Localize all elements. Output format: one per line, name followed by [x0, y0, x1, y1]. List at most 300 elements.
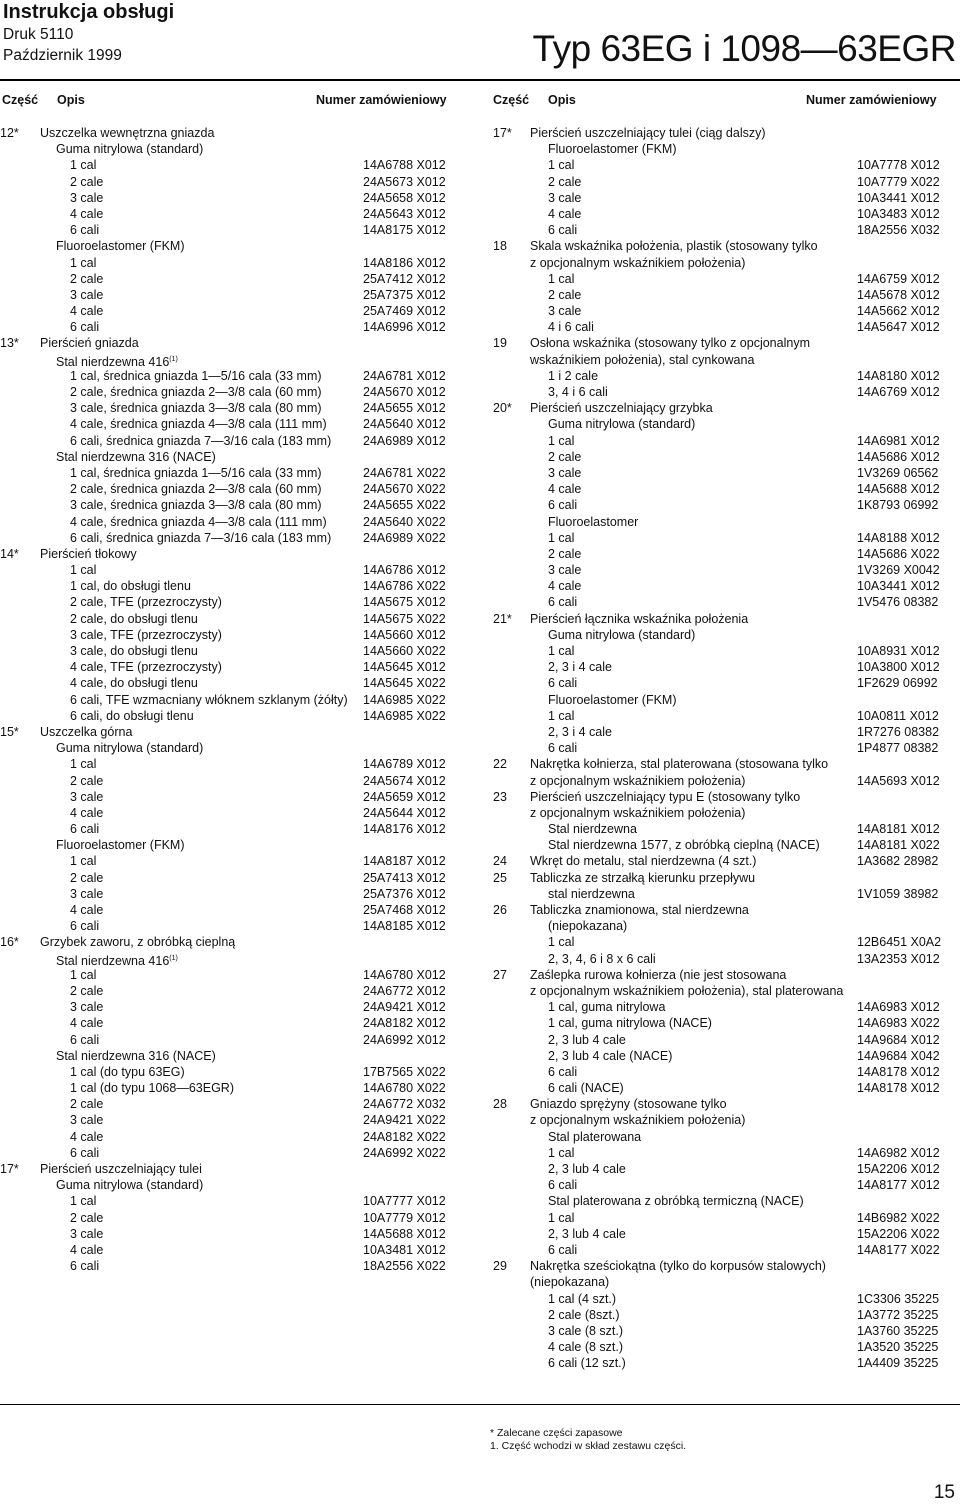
order-number: 1A3520 35225: [857, 1340, 939, 1355]
parts-row: [490, 125, 950, 141]
part-description-text: 2 cale: [548, 546, 582, 561]
part-description: [40, 335, 139, 351]
part-description-text: Fluoroelastomer (FKM): [548, 692, 677, 707]
part-number: 13*: [0, 336, 19, 351]
part-description-text: 1 cal: [548, 271, 575, 286]
order-number: 12B6451 X0A2: [857, 935, 942, 950]
part-description-text: 3 cale: [70, 1113, 104, 1128]
part-description: [548, 659, 612, 675]
parts-row: [0, 1226, 460, 1242]
part-description: [40, 724, 132, 740]
part-description-text: 6 cali: [70, 822, 100, 837]
parts-row: [0, 352, 460, 368]
order-number: 24A5644 X012: [363, 805, 446, 820]
parts-row: [0, 335, 460, 351]
part-number: 21*: [493, 611, 512, 626]
part-description: [70, 514, 327, 530]
parts-row: [490, 902, 950, 918]
footer-rule: [0, 1404, 960, 1405]
part-description: [56, 837, 185, 853]
part-description-text: 2 cale: [70, 1210, 104, 1225]
order-number: 25A7413 X012: [363, 870, 446, 885]
order-number: 24A5670 X022: [363, 482, 446, 497]
part-description-text: 1 cal: [548, 1210, 575, 1225]
part-description-text: 2 cale: [70, 1097, 104, 1112]
parts-row: [490, 157, 950, 173]
parts-row: [490, 319, 950, 335]
parts-row: [0, 546, 460, 562]
part-description-text: 4 cale: [70, 1016, 104, 1031]
part-description: [70, 1129, 103, 1145]
part-description: [70, 157, 96, 173]
part-description-text: 6 cali: [548, 498, 578, 513]
part-description-text: Fluoroelastomer (FKM): [56, 239, 185, 254]
part-description-text: Nakrętka kołnierza, stal platerowana (stosowana tylko: [530, 757, 829, 772]
parts-row: [0, 303, 460, 319]
parts-row: [0, 1112, 460, 1128]
parts-row: [490, 594, 950, 610]
parts-row: [490, 481, 950, 497]
part-description: [70, 271, 103, 287]
order-number: 1V1059 38982: [857, 886, 939, 901]
parts-row: [0, 692, 460, 708]
part-description: [530, 902, 749, 918]
parts-row: [0, 1064, 460, 1080]
part-description-text: 4 cale: [70, 1129, 104, 1144]
part-description: [70, 287, 103, 303]
part-description-text: 1 cal: [548, 935, 575, 950]
part-description-text: 3 cale (8 szt.): [548, 1323, 624, 1338]
parts-row: [490, 983, 950, 999]
part-description: [70, 255, 96, 271]
part-description: [70, 578, 191, 594]
parts-row: [0, 853, 460, 869]
parts-row: [0, 206, 460, 222]
order-number: 1V3269 X0042: [857, 563, 940, 578]
parts-row: [490, 886, 950, 902]
part-description-text: 3 cale: [548, 465, 582, 480]
part-description: [530, 255, 745, 271]
header-rule: [0, 79, 960, 81]
parts-row: [0, 287, 460, 303]
part-number: 28: [493, 1097, 507, 1112]
part-description-text: z opcjonalnym wskaźnikiem położenia): [530, 255, 746, 270]
part-description-text: Guma nitrylowa (standard): [56, 142, 204, 157]
parts-row: [0, 530, 460, 546]
parts-row: [0, 416, 460, 432]
parts-row: [490, 1210, 950, 1226]
parts-row: [0, 1096, 460, 1112]
parts-row: [490, 449, 950, 465]
parts-row: [490, 1258, 950, 1274]
part-description: [70, 853, 96, 869]
part-description-text: 2 cale (8szt.): [548, 1307, 620, 1322]
part-description-text: 3 cale, średnica gniazda 3—3/8 cala (80 mm): [70, 401, 322, 416]
part-number: 16*: [0, 935, 19, 950]
parts-row: [0, 1080, 460, 1096]
part-description-text: 3, 4 i 6 cali: [548, 385, 608, 399]
parts-row: [0, 983, 460, 999]
part-description-text: 2 cale: [548, 174, 582, 189]
part-description-text: 6 cali (NACE): [548, 1081, 624, 1096]
part-description-text: 1 cal: [70, 1194, 97, 1209]
order-number: 25A7412 X012: [363, 271, 446, 286]
part-description: [70, 870, 103, 886]
part-number: 17*: [0, 1162, 19, 1176]
order-number: 14B6982 X022: [857, 1210, 940, 1225]
parts-row: [490, 821, 950, 837]
part-description: [548, 465, 581, 481]
parts-row: [490, 255, 950, 271]
order-number: 14A5688 X012: [363, 1226, 446, 1241]
part-description-text: 2 cale: [70, 983, 104, 998]
part-description-text: 1 cal: [70, 255, 97, 270]
order-number: 1V3269 06562: [857, 465, 939, 480]
part-description: [530, 853, 756, 869]
order-number: 10A3483 X012: [857, 206, 940, 221]
part-description-text: Zaślepka rurowa kołnierza (nie jest stosowana: [530, 967, 787, 982]
parts-row: [0, 319, 460, 335]
part-description-text: 2 cale, średnica gniazda 2—3/8 cala (60 mm): [70, 385, 322, 399]
order-number: 24A6989 X022: [363, 530, 446, 545]
parts-row: [490, 1048, 950, 1064]
part-description-text: 1 cal: [70, 158, 97, 173]
part-description: [548, 287, 581, 303]
order-number: 24A5674 X012: [363, 773, 446, 788]
parts-row: [0, 999, 460, 1015]
parts-row: [0, 902, 460, 918]
order-number: 14A8175 X012: [363, 223, 446, 238]
part-description: [548, 530, 574, 546]
parts-row: [0, 627, 460, 643]
part-description: [70, 967, 96, 983]
part-description: [548, 1161, 626, 1177]
part-description-text: 6 cali: [548, 595, 578, 610]
order-number: 24A5673 X012: [363, 174, 446, 189]
parts-row: [0, 643, 460, 659]
order-number: 14A5693 X012: [857, 773, 940, 788]
header-left: [3, 0, 174, 66]
parts-row: [490, 1015, 950, 1031]
parts-row: [0, 918, 460, 934]
part-description: [548, 384, 608, 400]
part-description: [70, 983, 103, 999]
order-number: 14A5662 X012: [857, 304, 940, 319]
part-description-text: 1 cal: [70, 757, 97, 772]
part-description-text: Stal nierdzewna 416: [56, 354, 170, 369]
parts-row: [490, 1274, 950, 1290]
part-description: [548, 578, 581, 594]
part-description: [548, 1210, 574, 1226]
order-number: 14A6789 X012: [363, 757, 446, 772]
part-description: [548, 271, 574, 287]
footnote-marker: (1): [169, 355, 178, 363]
order-number: 24A5655 X022: [363, 498, 446, 513]
parts-row: [490, 400, 950, 416]
parts-row: [0, 951, 460, 967]
part-description: [548, 497, 577, 513]
part-description-text: Nakrętka sześciokątna (tylko do korpusów stalowych): [530, 1259, 826, 1274]
part-description-text: Pierścień uszczelniający tulei: [40, 1162, 202, 1176]
part-description: [530, 352, 754, 368]
part-description: [56, 1048, 216, 1064]
part-description-text: 1 cal, guma nitrylowa: [548, 1000, 666, 1015]
part-description: [70, 1015, 103, 1031]
order-number: 14A5675 X022: [363, 611, 446, 626]
order-number: 14A9684 X012: [857, 1032, 940, 1047]
parts-row: [0, 1032, 460, 1048]
part-description-text: 1 cal: [70, 854, 97, 869]
order-number: 18A2556 X032: [857, 223, 940, 238]
parts-row: [0, 368, 460, 384]
parts-row: [490, 1064, 950, 1080]
part-description-text: Stal platerowana: [548, 1129, 642, 1144]
part-description-text: 1 cal: [548, 708, 575, 723]
document-date: Październik 1999: [3, 47, 122, 64]
part-description-text: Tabliczka ze strzałką kierunku przepływu: [530, 870, 756, 885]
parts-row: [490, 1096, 950, 1112]
parts-row: [490, 174, 950, 190]
parts-row: [490, 918, 950, 934]
parts-row: [0, 821, 460, 837]
parts-row: [490, 999, 950, 1015]
order-number: 1A4409 35225: [857, 1356, 939, 1371]
order-number: 24A5670 X012: [363, 385, 446, 399]
part-description: [70, 481, 322, 497]
part-description: [56, 238, 185, 254]
order-number: 14A8178 X012: [857, 1081, 940, 1096]
part-description: [548, 562, 581, 578]
order-number: 10A7779 X022: [857, 174, 940, 189]
part-description: [70, 303, 103, 319]
order-number: 14A6982 X012: [857, 1145, 940, 1160]
part-description: [548, 1355, 626, 1371]
order-number: 14A9684 X042: [857, 1048, 940, 1063]
order-number: 14A6769 X012: [857, 385, 940, 399]
parts-row: [490, 1177, 950, 1193]
parts-row: [0, 514, 460, 530]
part-description: [548, 643, 574, 659]
order-number: 25A7468 X012: [363, 903, 446, 917]
parts-row: [490, 1080, 950, 1096]
parts-row: [490, 1323, 950, 1339]
part-description: [530, 789, 800, 805]
part-description-text: (niepokazana): [548, 919, 628, 934]
order-number: 24A5659 X012: [363, 789, 446, 804]
part-description-text: 3 cale: [70, 190, 104, 205]
order-number: 10A0811 X012: [857, 708, 939, 723]
order-number: 14A6788 X012: [363, 158, 446, 173]
parts-row: [490, 659, 950, 675]
part-description-text: 6 cali: [548, 223, 578, 238]
order-number: 1A3772 35225: [857, 1307, 939, 1322]
part-description-text: 1 cal: [70, 563, 97, 578]
manual-title: Instrukcja obsługi: [3, 1, 175, 23]
part-number: 14*: [0, 546, 19, 561]
part-description-text: 4 cale: [70, 903, 104, 917]
page-number: 15: [933, 1482, 955, 1503]
part-number: 26: [493, 903, 507, 917]
part-description-text: Osłona wskaźnika (stosowany tylko z opcjonalnym: [530, 336, 810, 351]
part-description-text: 6 cali: [548, 741, 578, 756]
part-description-text: 6 cali: [548, 1242, 578, 1257]
parts-row: [490, 384, 950, 400]
part-description: [548, 319, 594, 335]
part-number: 29: [493, 1259, 507, 1274]
part-description-text: z opcjonalnym wskaźnikiem położenia), stal platerowana: [530, 983, 844, 998]
part-description-text: 1 cal (4 szt.): [548, 1291, 617, 1306]
document-number: Druk 5110: [3, 26, 74, 43]
parts-row: [490, 756, 950, 772]
part-description-text: 4 cale: [548, 579, 582, 594]
part-description-text: Skala wskaźnika położenia, plastik (stosowany tylko: [530, 239, 818, 254]
order-number: 10A7779 X012: [363, 1210, 446, 1225]
part-description: [70, 190, 103, 206]
part-description: [548, 1015, 712, 1031]
part-description: [70, 821, 99, 837]
part-number: 18: [493, 239, 507, 254]
footnote-kit-part: 1. Część wchodzi w skład zestawu części.: [490, 1440, 687, 1452]
parts-row: [0, 578, 460, 594]
part-number: 23: [493, 789, 507, 804]
part-description-text: 4 cale, TFE (przezroczysty): [70, 660, 222, 675]
part-description-text: 1 cal: [548, 433, 575, 448]
order-number: 24A5640 X012: [363, 417, 446, 432]
parts-row: [490, 238, 950, 254]
part-description: [70, 530, 331, 546]
order-number: 14A6786 X022: [363, 579, 446, 594]
part-description-text: Pierścień gniazda: [40, 336, 139, 351]
part-description-text: 2, 3 lub 4 cale: [548, 1032, 626, 1047]
part-description-text: 2, 3 i 4 cale: [548, 724, 612, 739]
part-description-text: 3 cale, średnica gniazda 3—3/8 cala (80 mm): [70, 498, 322, 513]
part-description-text: 3 cale: [548, 190, 582, 205]
part-description: [548, 433, 574, 449]
order-number: 1P4877 08382: [857, 741, 939, 756]
order-number: 14A5647 X012: [857, 320, 940, 335]
order-number: 1V5476 08382: [857, 595, 939, 610]
parts-row: [490, 546, 950, 562]
parts-row: [490, 1129, 950, 1145]
part-description: [548, 1064, 577, 1080]
part-description: [70, 222, 99, 238]
part-description-text: Pierścień uszczelniający grzybka: [530, 401, 713, 416]
order-number: 14A6996 X012: [363, 320, 446, 335]
parts-row: [490, 724, 950, 740]
parts-row: [0, 740, 460, 756]
parts-row: [490, 692, 950, 708]
footnote-recommended-spares: * Zalecane części zapasowe: [490, 1427, 623, 1439]
part-description-text: Stal nierdzewna 316 (NACE): [56, 449, 216, 464]
order-number: 14A6780 X022: [363, 1081, 446, 1096]
part-description-text: Guma nitrylowa (standard): [56, 741, 204, 756]
parts-row: [490, 1193, 950, 1209]
footnote-marker: (1): [169, 954, 178, 962]
part-description-text: Fluoroelastomer: [548, 514, 639, 529]
parts-row: [0, 238, 460, 254]
order-number: 14A6983 X022: [857, 1016, 940, 1031]
parts-row: [0, 1242, 460, 1258]
order-number: 17B7565 X022: [363, 1064, 446, 1079]
part-description: [70, 562, 96, 578]
part-number: 12*: [0, 126, 19, 140]
part-description: [70, 708, 194, 724]
parts-row: [0, 1015, 460, 1031]
part-number: 22: [493, 757, 507, 772]
parts-row: [490, 416, 950, 432]
part-description-text: 6 cali: [70, 320, 100, 335]
part-description-text: 6 cali (12 szt.): [548, 1356, 626, 1371]
part-number: 19: [493, 336, 507, 351]
column-header-description: Opis: [548, 93, 576, 107]
part-description-text: 2 cale, średnica gniazda 2—3/8 cala (60 mm): [70, 482, 322, 497]
order-number: 14A5688 X012: [857, 482, 940, 497]
part-description: [70, 773, 103, 789]
order-number: 14A8181 X012: [857, 822, 940, 837]
part-description: [548, 594, 577, 610]
part-description-text: 6 cali, do obsługi tlenu: [70, 708, 194, 723]
parts-row: [490, 675, 950, 691]
part-description-text: 1 cal (do typu 1068—63EGR): [70, 1081, 234, 1096]
part-description-text: Uszczelka górna: [40, 724, 133, 739]
order-number: 14A8188 X012: [857, 530, 940, 545]
part-description: [530, 611, 748, 627]
parts-row: [490, 643, 950, 659]
parts-row: [490, 1242, 950, 1258]
part-description-text: Guma nitrylowa (standard): [56, 1178, 204, 1193]
parts-row: [490, 1307, 950, 1323]
part-description: [548, 740, 577, 756]
part-description-text: 2, 3 lub 4 cale: [548, 1226, 626, 1241]
part-description-text: 4 cale, średnica gniazda 4—3/8 cala (111 mm): [70, 514, 327, 529]
part-description: [548, 821, 637, 837]
part-description-text: Pierścień uszczelniający tulei (ciąg dalszy): [530, 126, 766, 140]
part-description-text: 6 cali: [70, 223, 100, 238]
order-number: 15A2206 X022: [857, 1226, 940, 1241]
parts-row: [490, 870, 950, 886]
parts-row: [0, 773, 460, 789]
parts-row: [0, 157, 460, 173]
part-description: [70, 1096, 103, 1112]
part-description-text: Gniazdo sprężyny (stosowane tylko: [530, 1097, 727, 1112]
order-number: 15A2206 X012: [857, 1162, 940, 1176]
part-description: [70, 611, 198, 627]
part-description: [70, 594, 222, 610]
part-description-text: Guma nitrylowa (standard): [548, 417, 696, 432]
parts-row: [0, 449, 460, 465]
part-description: [548, 190, 581, 206]
order-number: 25A7469 X012: [363, 304, 446, 319]
parts-row: [0, 222, 460, 238]
parts-row: [490, 1032, 950, 1048]
part-description-text: 6 cali: [70, 1032, 100, 1047]
part-description: [548, 546, 581, 562]
part-description-text: 3 cale: [70, 789, 104, 804]
part-description-text: 3 cale: [70, 287, 104, 302]
order-number: 14A5675 X012: [363, 595, 446, 610]
part-description-text: Uszczelka wewnętrzna gniazda: [40, 126, 215, 140]
parts-row: [490, 1145, 950, 1161]
part-description-text: (niepokazana): [530, 1275, 610, 1290]
parts-row: [490, 611, 950, 627]
parts-row: [490, 497, 950, 513]
parts-row: [490, 627, 950, 643]
parts-row: [0, 497, 460, 513]
order-number: 10A3441 X012: [857, 579, 940, 594]
part-description: [70, 643, 198, 659]
part-description: [530, 1274, 609, 1290]
part-description: [548, 886, 635, 902]
